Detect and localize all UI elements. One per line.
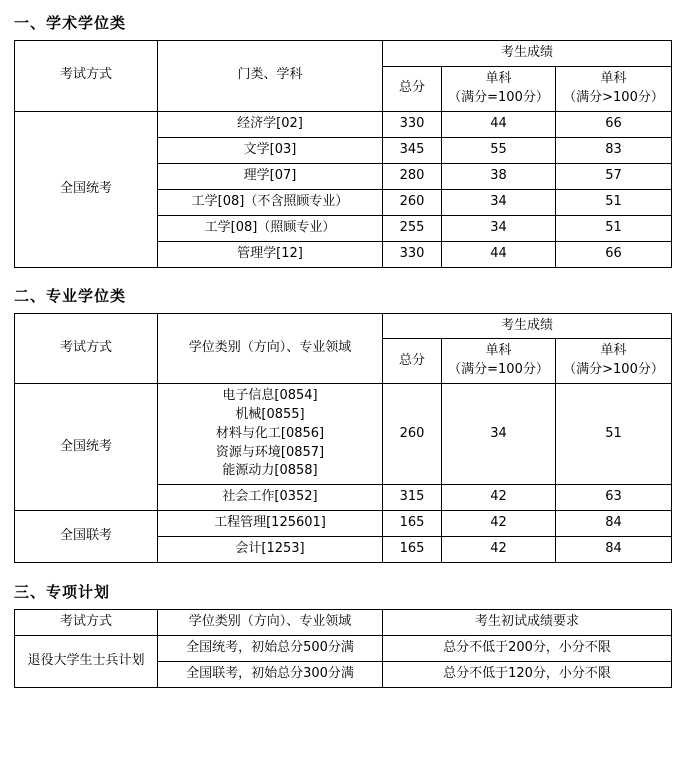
special-program-table xyxy=(14,609,672,688)
header-single-over100-line1: 单科 xyxy=(600,343,627,359)
section-title-academic: 一、学术学位类 xyxy=(14,14,127,32)
header-exam-mode: 考试方式 xyxy=(15,313,158,384)
header-single-100 xyxy=(442,339,556,384)
header-single-100 xyxy=(442,66,556,111)
total-score: 165 xyxy=(383,537,442,563)
header-single-over100-line2: （满分>100分） xyxy=(563,362,664,378)
discipline-name: 文学[03] xyxy=(158,137,383,163)
single-score-over100: 63 xyxy=(556,485,672,511)
header-discipline: 门类、学科 xyxy=(158,41,383,112)
single-score-100: 55 xyxy=(442,137,556,163)
single-score-over100: 83 xyxy=(556,137,672,163)
single-score-100: 42 xyxy=(442,511,556,537)
exam-mode-national-unified: 全国统考 xyxy=(15,111,158,267)
header-exam-mode: 考试方式 xyxy=(15,610,158,636)
single-score-100: 34 xyxy=(442,215,556,241)
discipline-name: 工学[08]（照顾专业） xyxy=(158,215,383,241)
header-discipline: 学位类别（方向）、专业领域 xyxy=(158,313,383,384)
total-score: 280 xyxy=(383,163,442,189)
table-header-row-top xyxy=(15,41,672,67)
total-score: 330 xyxy=(383,111,442,137)
single-score-over100: 51 xyxy=(556,384,672,485)
single-score-100: 38 xyxy=(442,163,556,189)
header-single-100-line1: 单科 xyxy=(485,70,512,86)
header-score-group: 考生成绩 xyxy=(383,313,672,339)
header-requirement: 考生初试成绩要求 xyxy=(383,610,672,636)
header-exam-mode: 考试方式 xyxy=(15,41,158,112)
header-single-100-line1: 单科 xyxy=(485,343,512,359)
single-score-100: 42 xyxy=(442,485,556,511)
table-row xyxy=(15,111,672,137)
single-score-100: 34 xyxy=(442,384,556,485)
header-discipline: 学位类别（方向）、专业领域 xyxy=(158,610,383,636)
total-score: 260 xyxy=(383,384,442,485)
total-score: 255 xyxy=(383,215,442,241)
table-row xyxy=(15,511,672,537)
discipline-name: 全国统考，初始总分500分满 xyxy=(158,636,383,662)
discipline-name: 管理学[12] xyxy=(158,241,383,267)
total-score: 345 xyxy=(383,137,442,163)
score-requirement: 总分不低于200分，小分不限 xyxy=(383,636,672,662)
single-score-100: 42 xyxy=(442,537,556,563)
single-score-over100: 66 xyxy=(556,241,672,267)
discipline-name: 工程管理[125601] xyxy=(158,511,383,537)
single-score-100: 44 xyxy=(442,111,556,137)
header-single-100-line2: （满分=100分） xyxy=(448,362,549,378)
header-single-over100 xyxy=(556,66,672,111)
exam-mode-veteran-plan: 退役大学生士兵计划 xyxy=(15,636,158,688)
table-header-row xyxy=(15,610,672,636)
single-score-over100: 84 xyxy=(556,511,672,537)
header-score-group: 考生成绩 xyxy=(383,41,672,67)
single-score-over100: 57 xyxy=(556,163,672,189)
exam-mode-national-joint: 全国联考 xyxy=(15,511,158,563)
discipline-name-multiline: 电子信息[0854] 机械[0855] 材料与化工[0856] 资源与环境[0857] 能源动力[0858] xyxy=(158,384,383,485)
header-single-over100 xyxy=(556,339,672,384)
section-title-professional: 二、专业学位类 xyxy=(14,286,127,305)
discipline-name: 全国联考，初始总分300分满 xyxy=(158,662,383,688)
header-single-over100-line1: 单科 xyxy=(600,70,627,86)
table-header-row-top xyxy=(15,313,672,339)
total-score: 165 xyxy=(383,511,442,537)
academic-degree-table xyxy=(14,40,672,268)
single-score-over100: 66 xyxy=(556,111,672,137)
section-title-special-program: 三、专项计划 xyxy=(14,583,111,602)
discipline-name: 工学[08]（不含照顾专业） xyxy=(158,189,383,215)
header-single-over100-line2: （满分>100分） xyxy=(563,89,664,105)
single-score-over100: 84 xyxy=(556,537,672,563)
single-score-over100: 51 xyxy=(556,189,672,215)
discipline-name: 经济学[02] xyxy=(158,111,383,137)
discipline-name: 社会工作[0352] xyxy=(158,485,383,511)
total-score: 315 xyxy=(383,485,442,511)
header-total-score: 总分 xyxy=(383,66,442,111)
single-score-100: 34 xyxy=(442,189,556,215)
header-total-score: 总分 xyxy=(383,339,442,384)
single-score-100: 44 xyxy=(442,241,556,267)
table-row xyxy=(15,384,672,485)
table-row xyxy=(15,636,672,662)
total-score: 330 xyxy=(383,241,442,267)
single-score-over100: 51 xyxy=(556,215,672,241)
total-score: 260 xyxy=(383,189,442,215)
discipline-name: 会计[1253] xyxy=(158,537,383,563)
professional-degree-table xyxy=(14,313,672,564)
exam-mode-national-unified: 全国统考 xyxy=(15,384,158,511)
score-requirement: 总分不低于120分，小分不限 xyxy=(383,662,672,688)
discipline-name: 理学[07] xyxy=(158,163,383,189)
header-single-100-line2: （满分=100分） xyxy=(448,89,549,105)
